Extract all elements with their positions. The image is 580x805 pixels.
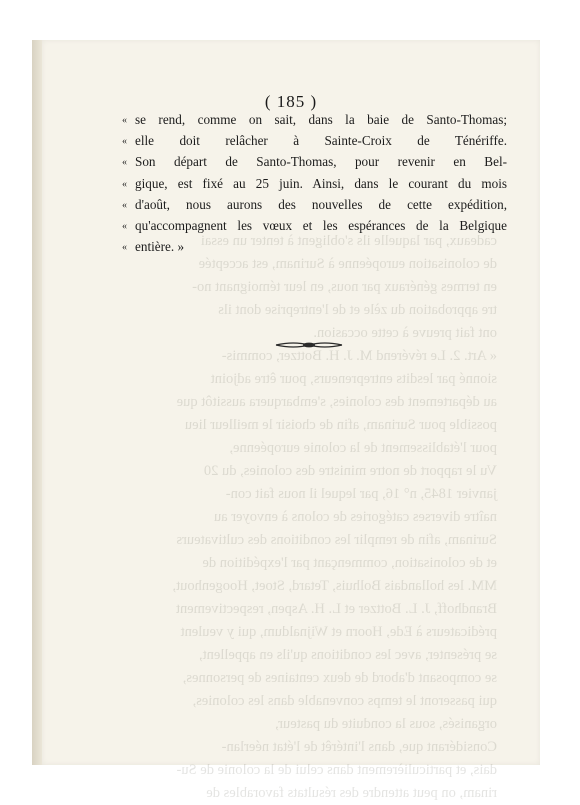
page-number: ( 185 ) bbox=[264, 92, 318, 111]
line-text: gique, est fixé au 25 juin. Ainsi, dans le courant du mois bbox=[135, 175, 507, 191]
bleed-line: Brandhoff, J. L. Bottzer et L. H. Aspen, respectivement bbox=[175, 601, 497, 617]
bleed-line: prédicateurs à Ede, Hoorn et Wijnaldum, qui y veulent bbox=[180, 624, 497, 640]
quote-mark: « bbox=[122, 178, 127, 190]
line-text: Son départ de Santo-Thomas, pour revenir en Bel- bbox=[135, 154, 507, 170]
quote-mark: « bbox=[122, 157, 127, 169]
line-text: qu'accompagnent les vœux et les espérances de la Belgique bbox=[135, 218, 507, 234]
bleed-line: de colonisation européenne à Surinam, est acceptée bbox=[198, 256, 497, 272]
text-line bbox=[122, 110, 507, 131]
bleed-line: cadeaux, par laquelle ils s'obligent à tenter un essai bbox=[200, 233, 497, 249]
bleed-line: naître diverses catégories de colons à envoyer au bbox=[213, 509, 497, 525]
quote-mark: « bbox=[122, 136, 127, 148]
bleed-line: sionné par lesdits entrepreneurs, pour être adjoint bbox=[210, 371, 497, 387]
bleed-line: se présenter, avec les conditions qu'ils en appellent, bbox=[199, 647, 497, 663]
bleed-line: tre approbation du zèle et de l'entreprise dont ils bbox=[218, 302, 497, 318]
text-line bbox=[122, 174, 507, 195]
page-body-text bbox=[122, 110, 507, 258]
bleed-line: ont fait preuve à cette occasion. bbox=[313, 325, 497, 341]
text-line bbox=[122, 216, 507, 237]
line-text: d'août, nous aurons des nouvelles de cette expédition, bbox=[135, 196, 507, 212]
quote-mark: « bbox=[122, 115, 127, 126]
ornament-divider bbox=[274, 340, 344, 350]
text-line bbox=[122, 152, 507, 173]
bleed-line: MM. les hollandais Bolhuis, Tetard, Stoet, Hoogenhout, bbox=[172, 578, 497, 594]
line-text: entière. » bbox=[135, 239, 185, 255]
line-text: se rend, comme on sait, dans la baie de Santo-Thomas; bbox=[135, 112, 507, 127]
bleed-line: janvier 1845, n° 16, par lequel il nous fait con- bbox=[225, 486, 497, 502]
bleed-line: organisés, sous la conduite du pasteur, bbox=[275, 716, 497, 732]
bleed-line: en termes généraux par nous, en leur témoignant no- bbox=[192, 279, 497, 295]
book-page bbox=[42, 40, 540, 801]
bleed-line: se composant d'abord de deux centaines de personnes, bbox=[182, 670, 497, 686]
bleed-line: et de colonisation, commençant par l'expédition de bbox=[202, 555, 497, 571]
quote-mark: « bbox=[122, 221, 127, 233]
bleed-line: Surinam, afin de remplir les conditions des cultivateurs bbox=[176, 532, 497, 548]
line-text: elle doit relâcher à Sainte-Croix de Ténériffe. bbox=[135, 133, 507, 149]
bleed-line: Considérant que, dans l'intérêt de l'état néerlan- bbox=[221, 739, 497, 755]
quote-mark: « bbox=[122, 242, 127, 254]
bleed-line: dais, et particulièrement dans celui de la colonie de Su- bbox=[176, 762, 497, 778]
bleed-line: au département des colonies, s'embarquera aussitôt que bbox=[176, 394, 497, 410]
text-line bbox=[122, 131, 507, 152]
bleed-line: qui passeront le temps convenable dans les colonies, bbox=[192, 693, 497, 709]
bleed-line: possible pour Surinam, afin de choisir le meilleur lieu bbox=[184, 417, 497, 433]
scan-binding-edge bbox=[32, 40, 42, 765]
bleed-line: pour l'établissement de la colonie européenne, bbox=[229, 440, 497, 456]
text-line bbox=[122, 195, 507, 216]
text-line bbox=[122, 237, 507, 258]
quote-mark: « bbox=[122, 199, 127, 211]
bleed-line: Vu le rapport de notre ministre des colonies, du 20 bbox=[203, 463, 497, 479]
bleed-through-text bbox=[137, 230, 497, 805]
bleed-line: « Art. 2. Le révérend M. J. H. Bottzer, commis- bbox=[221, 348, 497, 364]
bleed-line: rinam, on peut attendre des résultats favorables de bbox=[206, 785, 497, 801]
